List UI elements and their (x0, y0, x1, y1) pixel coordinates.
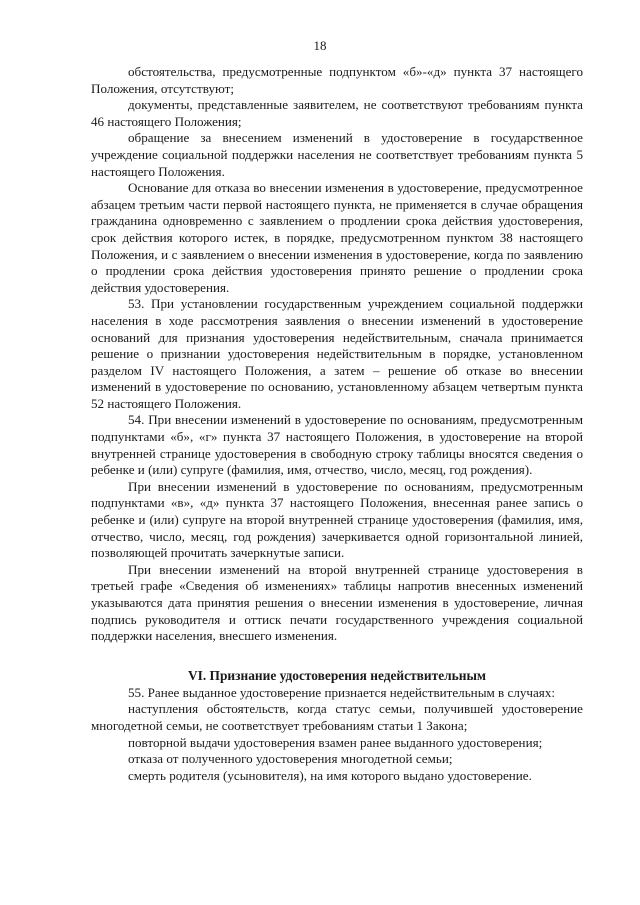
document-body (91, 64, 583, 784)
paragraph: При внесении изменений в удостоверение по основаниям, предусмотренным подпунктами «в», «д» пункта 37 настоящего Положения, внесенная ранее запись о ребенке и (или) супруге на второй внутренней странице удостоверения (фамилия, имя, отчество, число, месяц, год рождения) зачеркивается одной горизонтальной линией, позволяющей прочитать зачеркнутые записи. (91, 478, 583, 561)
page-number: 18 (313, 38, 327, 53)
paragraph: документы, представленные заявителем, не соответствуют требованиям пункта 46 настоящего Положения; (91, 97, 583, 129)
section-heading: VI. Признание удостоверения недействительным (187, 667, 487, 683)
paragraph: повторной выдачи удостоверения взамен ранее выданного удостоверения; (128, 734, 543, 750)
paragraph: обращение за внесением изменений в удостоверение в государственное учреждение социальной поддержки населения не соответствует требованиям пункта 5 настоящего Положения. (91, 130, 583, 179)
paragraph: 55. Ранее выданное удостоверение признается недействительным в случаях: (128, 684, 555, 700)
section-spacer (91, 645, 583, 667)
paragraph: 53. При установлении государственным учреждением социальной поддержки населения в ходе рассмотрения заявления о внесении изменений в удостоверение оснований для признания удостоверения недействительным, сначала принимается решение о признании удостоверения недействительным в порядке, установленном разделом IV настоящего Положения, а затем – решение об отказе во внесении изменений в удостоверение по основанию, установленному абзацем четвертым пункта 52 настоящего Положения. (91, 296, 583, 411)
paragraph: отказа от полученного удостоверения многодетной семьи; (128, 751, 453, 767)
paragraph: При внесении изменений на второй внутренней странице удостоверения в третьей графе «Сведения об изменениях» таблицы напротив внесенных изменений указываются дата принятия решения о внесении изменения в удостоверение, личная подпись руководителя и оттиск печати государственного учреждения социальной поддержки населения, внесшего изменения. (91, 561, 583, 644)
paragraph: смерть родителя (усыновителя), на имя которого выдано удостоверение. (128, 767, 532, 783)
paragraph: наступления обстоятельств, когда статус семьи, получившей удостоверение многодетной семьи, не соответствует требованиям статьи 1 Закона; (91, 701, 583, 733)
paragraph: 54. При внесении изменений в удостоверение по основаниям, предусмотренным подпунктами «б», «г» пункта 37 настоящего Положения, в удостоверение на второй внутренней странице удостоверения в свободную строку таблицы вносятся сведения о ребенке и (или) супруге (фамилия, имя, отчество, число, месяц, год рождения). (91, 412, 583, 478)
paragraph: Основание для отказа во внесении изменения в удостоверение, предусмотренное абзацем третьим части первой настоящего пункта, не применяется в случае обращения гражданина одновременно с заявлением о продлении срока действия удостоверения, срок действия которого истек, в порядке, предусмотренном пунктом 38 настоящего Положения, и с заявлением о внесении изменения в удостоверение, когда по заявлению о продлении срока действия удостоверения принято решение о продлении срока действия удостоверения. (91, 180, 583, 295)
paragraph: обстоятельства, предусмотренные подпунктом «б»-«д» пункта 37 настоящего Положения, отсутствуют; (91, 64, 583, 96)
